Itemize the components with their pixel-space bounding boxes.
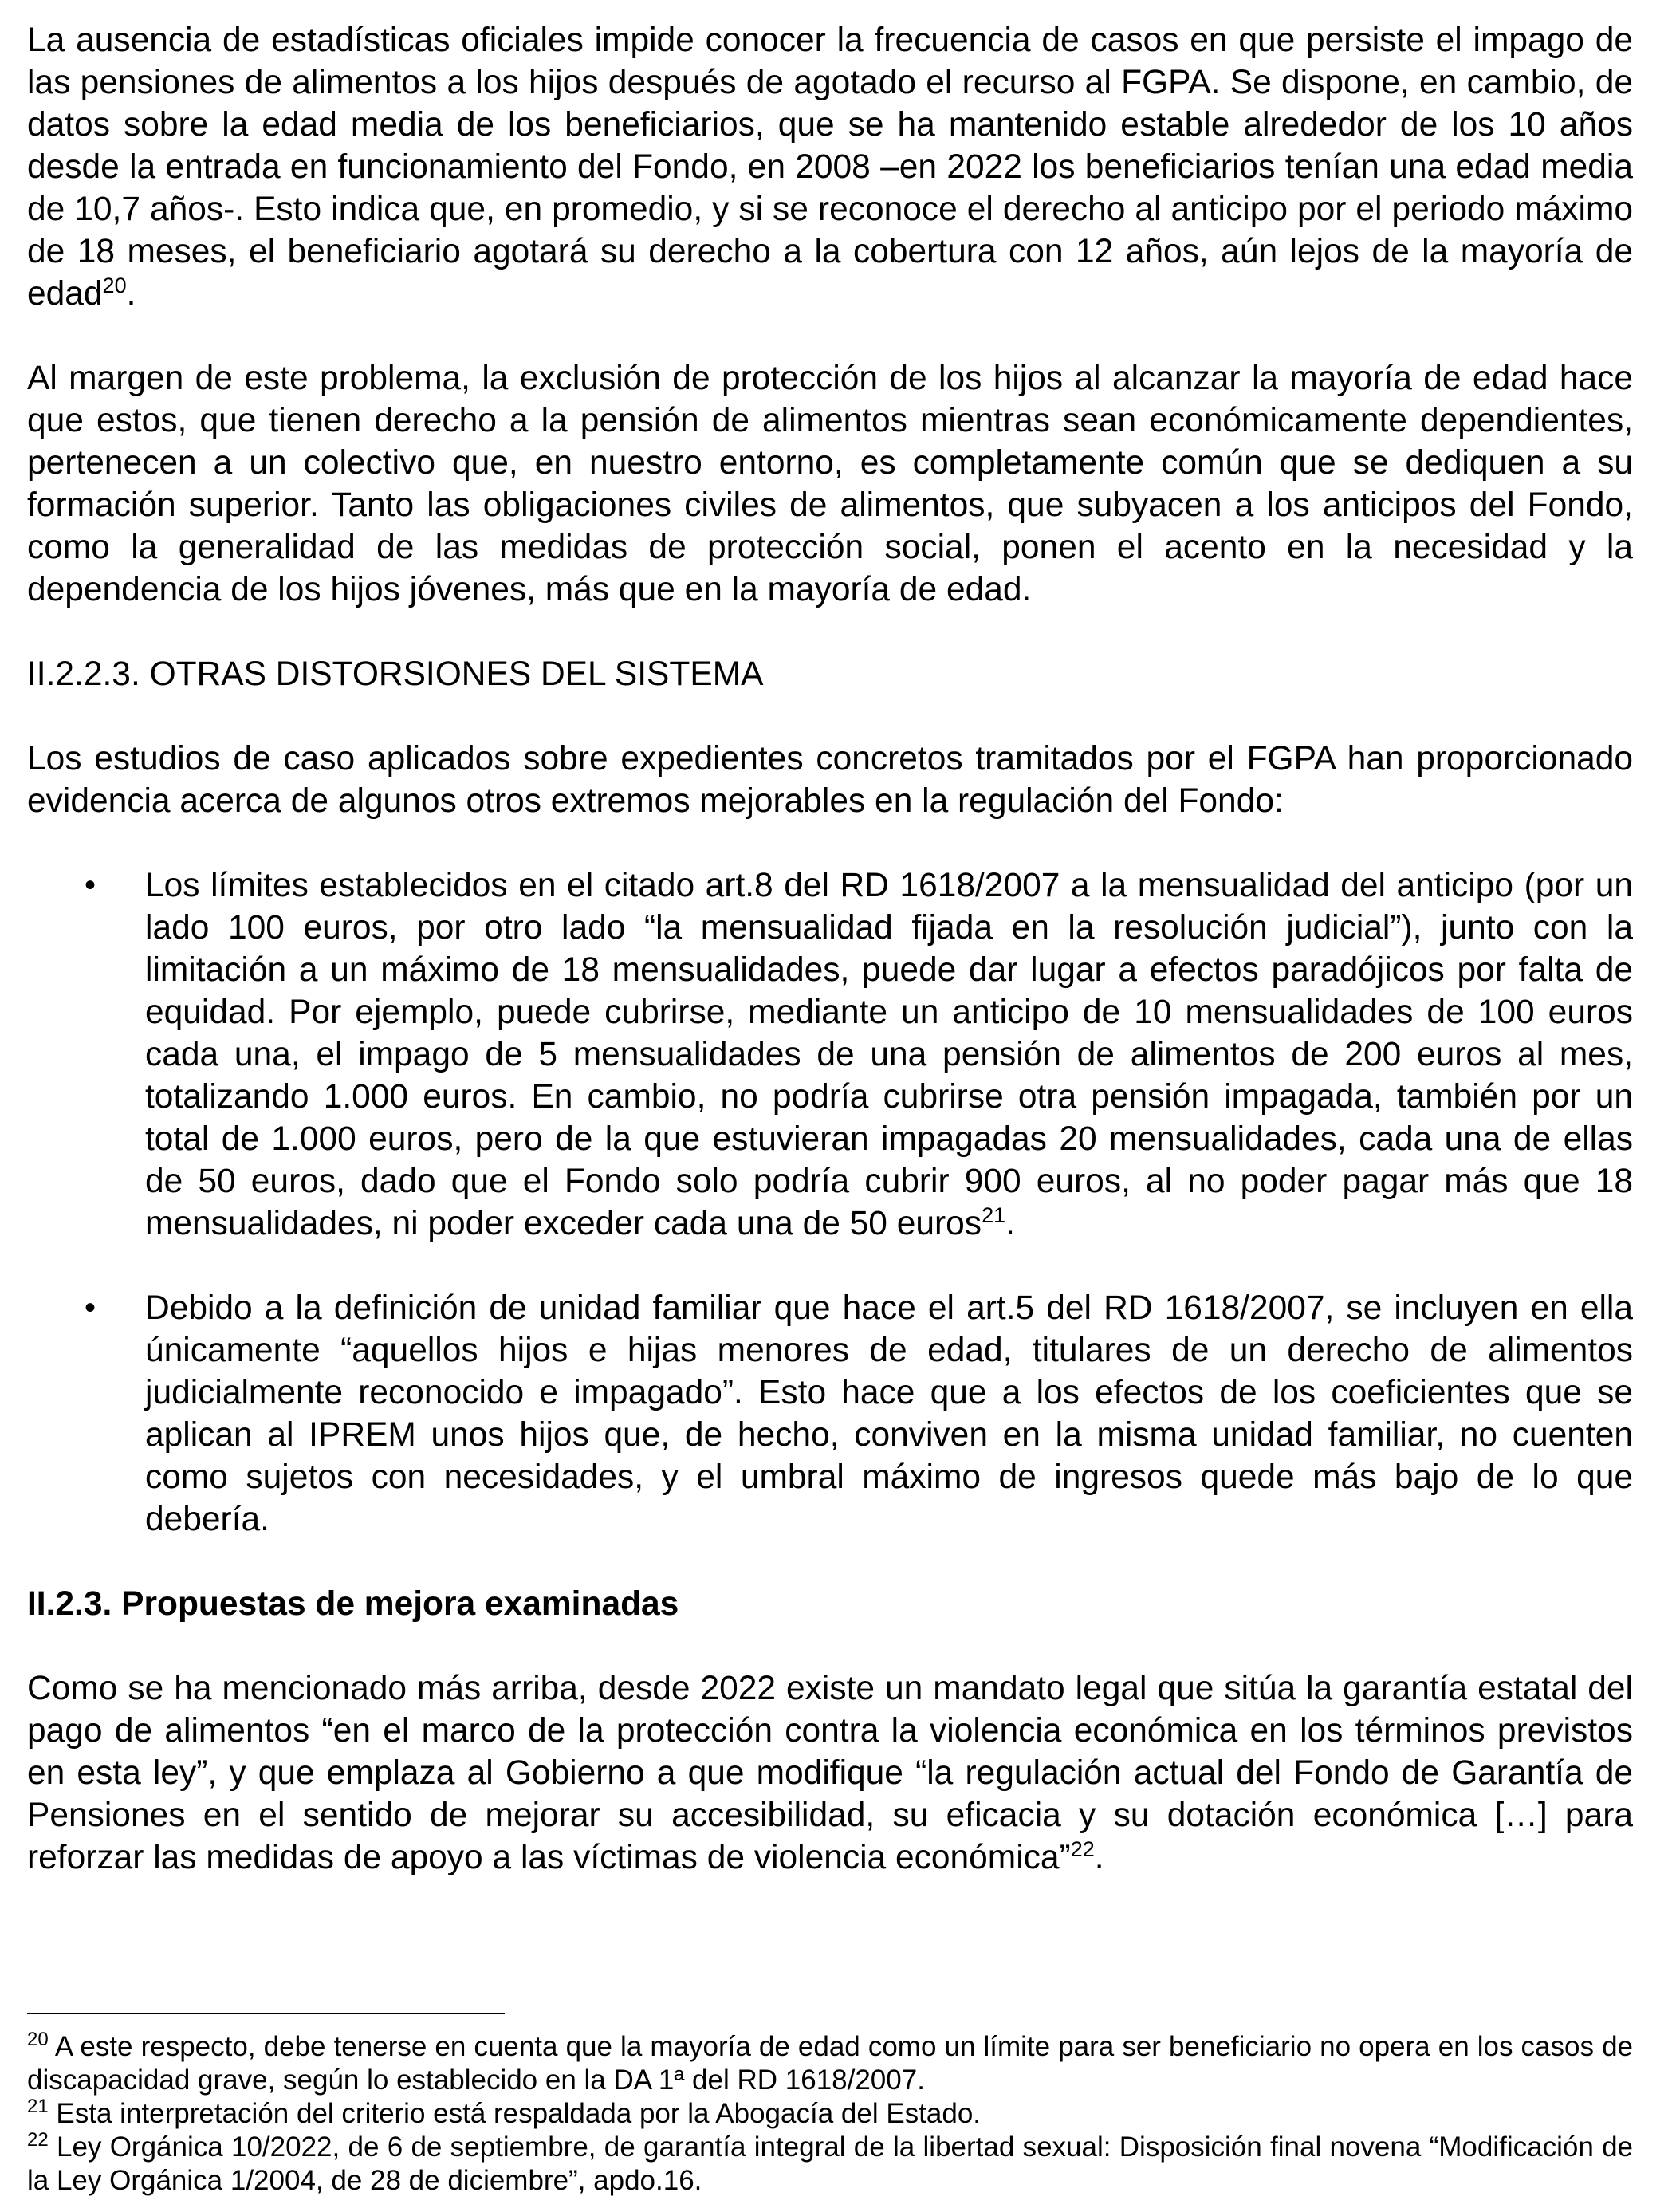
list-item-text: Los límites establecidos en el citado art.8 del RD 1618/2007 a la mensualidad del anticipo (por un lado 100 euros, por otro lado “la mensualidad fijada en la resolución judicial”), junto con la limitación a un máximo de 18 mensualidades, puede dar lugar a efectos paradójicos por falta de equidad. Por ejemplo, puede cubrirse, mediante un anticipo de 10 mensualidades de 100 euros cada una, el impago de 5 mensualidades de una pensión de alimentos de 200 euros al mes, totalizando 1.000 euros. En cambio, no podría cubrirse otra pensión impagada, también por un total de 1.000 euros, pero de la que estuvieran impagadas 20 mensualidades, cada una de ellas de 50 euros, dado que el Fondo solo podría cubrir 900 euros, al no poder pagar más que 18 mensualidades, ni poder exceder cada una de 50 euros	[145, 867, 1633, 1242]
section-heading-otras-distorsiones: II.2.2.3. OTRAS DISTORSIONES DEL SISTEMA	[27, 655, 764, 693]
footnote-text: Esta interpretación del criterio está respaldada por la Abogacía del Estado.	[48, 2098, 982, 2129]
footnotes	[27, 2030, 1633, 2198]
footnote-number: 21	[27, 2096, 49, 2117]
document-body	[27, 19, 1633, 1879]
list-item-text: Debido a la definición de unidad familiar que hace el art.5 del RD 1618/2007, se incluyen en ella únicamente “aquellos hijos e hijas menores de edad, titulares de un derecho de alimentos judicialmente reconocido e impagado”. Esto hace que a los efectos de los coeficientes que se aplican al IPREM unos hijos que, de hecho, conviven en la misma unidad familiar, no cuenten como sujetos con necesidades, y el umbral máximo de ingresos quede más bajo de lo que debería.	[145, 1289, 1633, 1538]
footnote-text: Ley Orgánica 10/2022, de 6 de septiembre, de garantía integral de la libertad sexual: Disposición final novena “Modificación de la Ley Orgánica 1/2004, de 28 de diciembre”, apdo.16.	[27, 2131, 1633, 2196]
paragraph-mandato-legal: Como se ha mencionado más arriba, desde 2022 existe un mandato legal que sitúa la garantía estatal del pago de alimentos “en el marco de la protección contra la violencia económica en los términos previstos en esta ley”, y que emplaza al Gobierno a que modifique “la regulación actual del Fondo de Garantía de Pensiones en el sentido de mejorar su accesibilidad, su eficacia y su dotación económica […] para reforzar las medidas de apoyo a las víctimas de violencia económica”$^{22}$.	[27, 1670, 1633, 1876]
footnote-22	[27, 2131, 1633, 2198]
footnote-number: 20	[27, 2029, 49, 2050]
bullet-icon: •	[85, 868, 96, 903]
bullet-icon: •	[85, 1290, 96, 1325]
footnote-number: 22	[27, 2129, 49, 2151]
footnote-ref-22[interactable]: 22	[1070, 1837, 1095, 1861]
paragraph-mayoria-edad: Al margen de este problema, la exclusión de protección de los hijos al alcanzar la mayoría de edad hace que estos, que tienen derecho a la pensión de alimentos mientras sean económicamente dependientes, pertenecen a un colectivo que, en nuestro entorno, es completamente común que se dediquen a su formación superior. Tanto las obligaciones civiles de alimentos, que subyacen a los anticipos del Fondo, como la generalidad de las medidas de protección social, ponen el acento en la necesidad y la dependencia de los hijos jóvenes, más que en la mayoría de edad.	[27, 360, 1633, 608]
footnote-ref-21[interactable]: 21	[982, 1203, 1006, 1227]
footnote-separator	[27, 2013, 505, 2014]
footnote-text: A este respecto, debe tenerse en cuenta que la mayoría de edad como un límite para ser beneficiario no opera en los casos de discapacidad grave, según lo establecido en la DA 1ª del RD 1618/2007.	[27, 2031, 1633, 2096]
section-heading-propuestas: II.2.3. Propuestas de mejora examinadas	[27, 1585, 679, 1623]
paragraph-text: La ausencia de estadísticas oficiales impide conocer la frecuencia de casos en que persiste el impago de las pensiones de alimentos a los hijos después de agotado el recurso al FGPA. Se dispone, en cambio, de datos sobre la edad media de los beneficiarios, que se ha mantenido estable alrededor de los 10 años desde la entrada en funcionamiento del Fondo, en 2008 –en 2022 los beneficiarios tenían una edad media de 10,7 años-. Esto indica que, en promedio, y si se reconoce el derecho al anticipo por el periodo máximo de 18 meses, el beneficiario agotará su derecho a la cobertura con 12 años, aún lejos de la mayoría de edad	[27, 22, 1633, 313]
list-item	[27, 1287, 1633, 1541]
paragraph-edad-media: La ausencia de estadísticas oficiales impide conocer la frecuencia de casos en que persiste el impago de las pensiones de alimentos a los hijos después de agotado el recurso al FGPA. Se dispone, en cambio, de datos sobre la edad media de los beneficiarios, que se ha mantenido estable alrededor de los 10 años desde la entrada en funcionamiento del Fondo, en 2008 –en 2022 los beneficiarios tenían una edad media de 10,7 años-. Esto indica que, en promedio, y si se reconoce el derecho al anticipo por el periodo máximo de 18 meses, el beneficiario agotará su derecho a la cobertura con 12 años, aún lejos de la mayoría de edad$^{20}$.	[27, 22, 1633, 313]
distortions-list	[27, 864, 1633, 1541]
paragraph-text: Como se ha mencionado más arriba, desde 2022 existe un mandato legal que sitúa la garantía estatal del pago de alimentos “en el marco de la protección contra la violencia económica en los términos previstos en esta ley”, y que emplaza al Gobierno a que modifique “la regulación actual del Fondo de Garantía de Pensiones en el sentido de mejorar su accesibilidad, su eficacia y su dotación económica […] para reforzar las medidas de apoyo a las víctimas de violencia económica”	[27, 1670, 1633, 1876]
footnote-20	[27, 2030, 1633, 2097]
list-item: • Los límites establecidos en el citado art.8 del RD 1618/2007 a la mensualidad del anticipo (por un lado 100 euros, por otro lado “la mensualidad fijada en la resolución judicial”), junto con la limitación a un máximo de 18 mensualidades, puede dar lugar a efectos paradójicos por falta de equidad. Por ejemplo, puede cubrirse, mediante un anticipo de 10 mensualidades de 100 euros cada una, el impago de 5 mensualidades de una pensión de alimentos de 200 euros al mes, totalizando 1.000 euros. En cambio, no podría cubrirse otra pensión impagada, también por un total de 1.000 euros, pero de la que estuvieran impagadas 20 mensualidades, cada una de ellas de 50 euros, dado que el Fondo solo podría cubrir 900 euros, al no poder pagar más que 18 mensualidades, ni poder exceder cada una de 50 euros$^{21}$.	[27, 864, 1633, 1245]
paragraph-estudios-caso: Los estudios de caso aplicados sobre expedientes concretos tramitados por el FGPA han proporcionado evidencia acerca de algunos otros extremos mejorables en la regulación del Fondo:	[27, 740, 1633, 820]
footnote-21	[27, 2097, 1633, 2131]
footnote-ref-20[interactable]: 20	[102, 274, 127, 297]
